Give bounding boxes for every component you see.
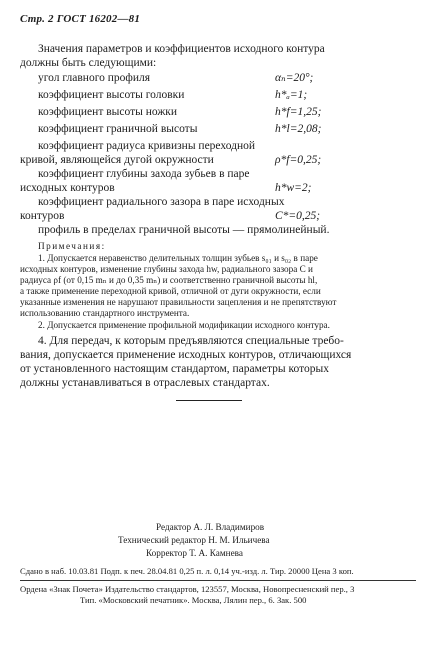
notes-title: Примечания: (38, 241, 106, 251)
profile-line: профиль в пределах граничной высоты — прямолинейный. (38, 224, 330, 236)
param-radius-value: ρ*f=0,25; (275, 154, 322, 166)
imprint-line: Сдано в наб. 10.03.81 Подп. к печ. 28.04.81 0,25 п. л. 0,14 уч.-изд. л. Тир. 20000 Цена 3 коп. (20, 566, 354, 576)
param-value-boundary: h*l=2,08; (275, 123, 322, 135)
param-value-addendum: h*ₐ=1; (275, 89, 308, 101)
note-line-1: 1. Допускается неравенство делительных толщин зубьев s₀₁ и s₀₂ в паре (38, 253, 318, 263)
param-depth-line-1: коэффициент глубины захода зубьев в паре (38, 168, 250, 180)
param-value-dedendum: h*f=1,25; (275, 106, 322, 118)
param-depth-line-2: исходных контуров (20, 182, 115, 194)
separator-rule (176, 400, 242, 401)
intro-line-1: Значения параметров и коэффициентов исходного контура (38, 43, 325, 55)
param-label-boundary: коэффициент граничной высоты (38, 123, 198, 135)
paragraph-4-line-3: от установленного настоящим стандартом, параметры которых (20, 363, 329, 375)
page-header: Стр. 2 ГОСТ 16202—81 (20, 13, 141, 25)
param-label-angle: угол главного профиля (38, 72, 151, 84)
credit-tech-editor: Технический редактор Н. М. Ильичева (118, 535, 270, 545)
footer-rule (20, 580, 416, 581)
param-clearance-line-2: контуров (20, 210, 65, 222)
note-line-3: радиуса ρf (от 0,15 mₙ и до 0,35 mₙ) и соответственно граничной высоты hl, (20, 275, 318, 285)
paragraph-4-line-4: должны устанавливаться в отраслевых стандартах. (20, 377, 270, 389)
param-radius-line-1: коэффициент радиуса кривизны переходной (38, 140, 256, 152)
param-label-addendum: коэффициент высоты головки (38, 89, 185, 101)
note-line-7: 2. Допускается применение профильной модификации исходного контура. (38, 320, 330, 330)
param-value-angle: αₙ=20°; (275, 72, 314, 84)
param-label-dedendum: коэффициент высоты ножки (38, 106, 178, 118)
note-line-4: а также применение переходной кривой, отличной от дуги окружности, если (20, 286, 321, 296)
credit-proofreader: Корректор Т. А. Камнева (146, 548, 243, 558)
credit-editor: Редактор А. Л. Владимиров (156, 522, 265, 532)
param-clearance-line-1: коэффициент радиального зазора в паре исходных (38, 196, 285, 208)
paragraph-4-line-2: вания, допускается применение исходных контуров, отличающихся (20, 349, 352, 361)
paragraph-4-line-1: 4. Для передач, к которым предъявляются специальные требо- (38, 335, 344, 347)
note-line-6: использованию стандартного инструмента. (20, 308, 190, 318)
param-clearance-value: C*=0,25; (275, 210, 321, 222)
publisher-line-1: Ордена «Знак Почета» Издательство стандартов, 123557, Москва, Новопресненский пер., 3 (20, 584, 355, 594)
param-depth-value: h*w=2; (275, 182, 312, 194)
publisher-line-2: Тип. «Московский печатник». Москва, Лялин пер., 6. Зак. 500 (80, 595, 307, 605)
param-radius-line-2: кривой, являющейся дугой окружности (20, 154, 214, 166)
note-line-2: исходных контуров, изменение глубины захода hw, радиального зазора C и (20, 264, 313, 274)
note-line-5: указанные изменения не нарушают правильности зацепления и не препятствуют (20, 297, 337, 307)
intro-line-2: должны быть следующими: (20, 57, 157, 69)
